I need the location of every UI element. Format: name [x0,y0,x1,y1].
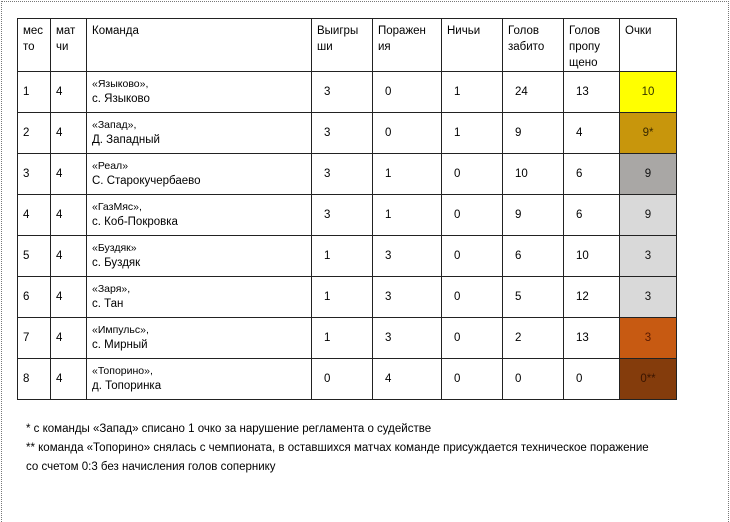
goals-for-cell: 5 [503,277,564,318]
points-cell: 3 [620,277,677,318]
team-name: «Буздяк» [92,242,137,254]
table-row [18,318,677,359]
team-name: «ГазМяс», [92,201,142,213]
draws-cell: 0 [442,277,503,318]
matches-cell: 4 [51,359,87,400]
team-cell [87,318,312,359]
wins-cell: 1 [312,318,373,359]
wins-cell: 3 [312,195,373,236]
goals-against-cell: 6 [564,195,620,236]
place-cell: 1 [18,72,51,113]
column-header: Ничьи [442,19,503,72]
place-cell: 3 [18,154,51,195]
team-town: с. Коб-Покровка [92,216,178,228]
points-cell: 9* [620,113,677,154]
losses-cell: 3 [373,236,442,277]
team-town: Д. Западный [92,134,160,146]
standings-table [17,18,677,400]
team-cell [87,113,312,154]
team-cell [87,154,312,195]
team-name: «Заря», [92,283,131,295]
matches-cell: 4 [51,154,87,195]
team-cell [87,72,312,113]
place-cell: 4 [18,195,51,236]
team-town: с. Мирный [92,339,148,351]
team-name: «Языково», [92,78,149,90]
footnote-2: ** команда «Топорино» снялась с чемпионата, в оставшихся матчах команде присуждается техническое поражение [26,442,649,454]
draws-cell: 1 [442,72,503,113]
place-cell: 7 [18,318,51,359]
table-row [18,113,677,154]
losses-cell: 3 [373,277,442,318]
footnote-3: со счетом 0:3 без начисления голов сопернику [26,461,276,473]
place-cell: 8 [18,359,51,400]
team-name: «Реал» [92,160,129,172]
losses-cell: 1 [373,154,442,195]
goals-against-cell: 10 [564,236,620,277]
points-cell: 10 [620,72,677,113]
team-town: с. Языково [92,93,150,105]
goals-for-cell: 24 [503,72,564,113]
team-cell [87,277,312,318]
points-cell: 9 [620,195,677,236]
matches-cell: 4 [51,236,87,277]
table-row [18,236,677,277]
table-row [18,195,677,236]
matches-cell: 4 [51,318,87,359]
column-header: мат чи [51,19,87,72]
losses-cell: 0 [373,72,442,113]
place-cell: 5 [18,236,51,277]
table-row [18,277,677,318]
team-name: «Топорино», [92,365,153,377]
wins-cell: 1 [312,236,373,277]
draws-cell: 0 [442,359,503,400]
team-town: с. Буздяк [92,257,141,269]
team-cell [87,236,312,277]
goals-for-cell: 9 [503,113,564,154]
team-town: С. Старокучербаево [92,175,201,187]
draws-cell: 0 [442,154,503,195]
footnotes [26,420,649,477]
matches-cell: 4 [51,113,87,154]
losses-cell: 4 [373,359,442,400]
table-row [18,359,677,400]
wins-cell: 0 [312,359,373,400]
losses-cell: 1 [373,195,442,236]
column-header: Очки [620,19,677,72]
draws-cell: 0 [442,195,503,236]
footnote-1: * с команды «Запад» списано 1 очко за нарушение регламента о судействе [26,423,432,435]
points-cell: 9 [620,154,677,195]
column-header: Голов пропу щено [564,19,620,72]
table-row [18,72,677,113]
goals-for-cell: 6 [503,236,564,277]
matches-cell: 4 [51,72,87,113]
wins-cell: 3 [312,72,373,113]
goals-for-cell: 9 [503,195,564,236]
header-row [18,19,677,72]
matches-cell: 4 [51,277,87,318]
column-header: Голов забито [503,19,564,72]
draws-cell: 1 [442,113,503,154]
matches-cell: 4 [51,195,87,236]
wins-cell: 3 [312,113,373,154]
losses-cell: 3 [373,318,442,359]
goals-against-cell: 4 [564,113,620,154]
goals-against-cell: 12 [564,277,620,318]
team-cell [87,195,312,236]
column-header: Выигры ши [312,19,373,72]
place-cell: 6 [18,277,51,318]
team-name: «Запад», [92,119,137,131]
place-cell: 2 [18,113,51,154]
losses-cell: 0 [373,113,442,154]
column-header: Команда [87,19,312,72]
draws-cell: 0 [442,236,503,277]
goals-for-cell: 2 [503,318,564,359]
goals-for-cell: 10 [503,154,564,195]
points-cell: 3 [620,236,677,277]
team-cell [87,359,312,400]
points-cell: 0** [620,359,677,400]
column-header: Поражен ия [373,19,442,72]
team-name: «Импульс», [92,324,149,336]
wins-cell: 3 [312,154,373,195]
goals-against-cell: 13 [564,72,620,113]
team-town: д. Топоринка [92,380,162,392]
draws-cell: 0 [442,318,503,359]
column-header: мес то [18,19,51,72]
points-cell: 3 [620,318,677,359]
team-town: с. Тан [92,298,124,310]
goals-for-cell: 0 [503,359,564,400]
wins-cell: 1 [312,277,373,318]
table-row [18,154,677,195]
goals-against-cell: 6 [564,154,620,195]
goals-against-cell: 13 [564,318,620,359]
goals-against-cell: 0 [564,359,620,400]
